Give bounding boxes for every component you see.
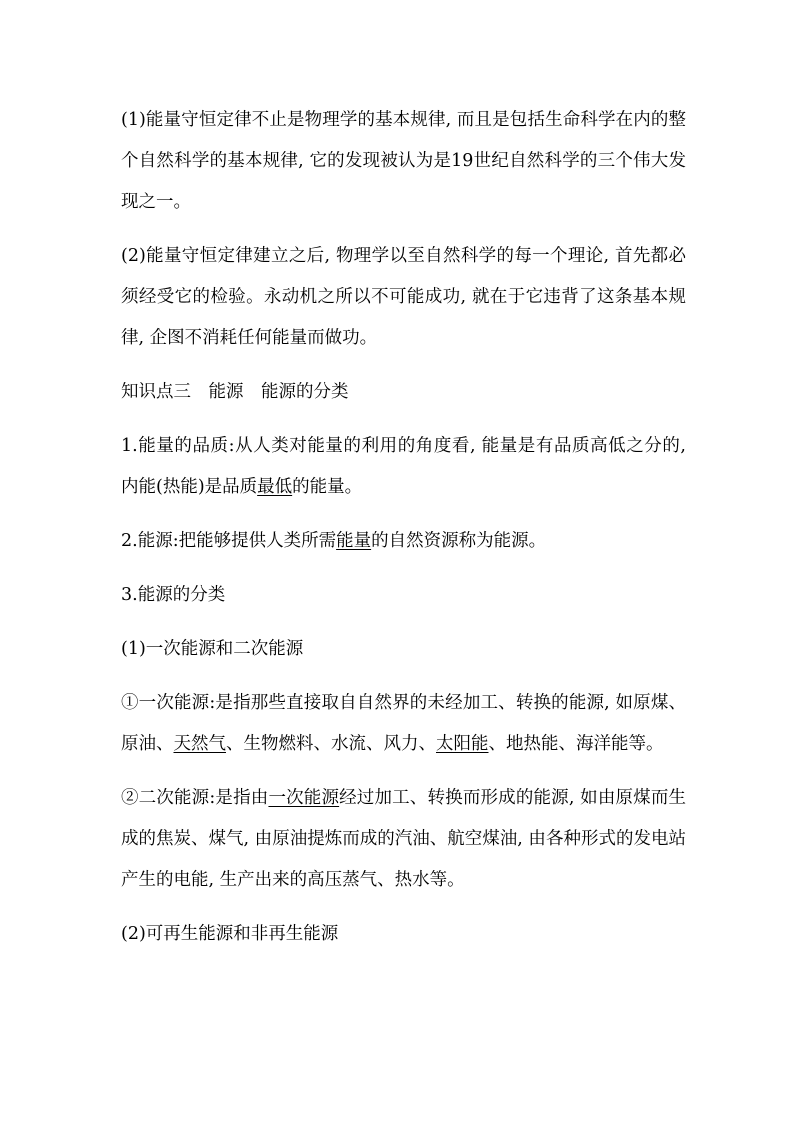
text-segment: ②二次能源:是指由	[121, 788, 269, 808]
underlined-answer: 最低	[257, 477, 293, 497]
underlined-answer: 能量	[336, 531, 372, 551]
paragraph-renewable-heading	[121, 914, 686, 955]
document-page	[121, 100, 686, 968]
text-segment: 的自然资源称为能源。	[371, 531, 547, 551]
paragraph-energy-quality	[121, 426, 686, 508]
section-heading	[121, 372, 686, 413]
paragraph-primary-energy	[121, 683, 686, 765]
text-segment: 知识点三 能源 能源的分类	[121, 382, 349, 402]
text-segment: (2)能量守恒定律建立之后, 物理学以至自然科学的每一个理论, 首先都必须经受它的检验。永动机之所以不可能成功, 就在于它违背了这条基本规律, 企图不消耗任何能量而做功。	[121, 246, 686, 348]
text-segment: 3.能源的分类	[121, 585, 226, 605]
text-segment: 2.能源:把能够提供人类所需	[121, 531, 337, 551]
text-segment: 经过加工、转换而形成的能源, 如由原煤而生成的焦炭、煤气, 由原油提炼而成的汽油、航空煤油, 由各种形式的发电站产生的电能, 生产出来的高压蒸气、热水等。	[121, 788, 686, 890]
text-segment: (1)一次能源和二次能源	[121, 639, 304, 659]
text-segment: 、生物燃料、水流、风力、	[226, 734, 436, 754]
paragraph-p2	[121, 236, 686, 359]
paragraph-secondary-energy	[121, 778, 686, 901]
underlined-answer: 天然气	[173, 734, 226, 754]
text-segment: 的能量。	[292, 477, 363, 497]
text-segment: (1)能量守恒定律不止是物理学的基本规律, 而且是包括生命科学在内的整个自然科学的基本规律, 它的发现被认为是19世纪自然科学的三个伟大发现之一。	[121, 110, 686, 212]
text-segment: ①一次能源:是指那些直接取自自然界的未经加工、转换的能源, 如原煤、原油、	[121, 693, 686, 754]
text-segment: (2)可再生能源和非再生能源	[121, 924, 339, 944]
paragraph-classification-heading	[121, 575, 686, 616]
underlined-answer: 一次能源	[268, 788, 340, 808]
paragraph-p1	[121, 100, 686, 223]
paragraph-energy-source	[121, 521, 686, 562]
text-segment: 1.能量的品质:从人类对能量的利用的角度看, 能量是有品质高低之分的, 内能(热能)是品质	[121, 436, 686, 497]
text-segment: 、地热能、海洋能等。	[488, 734, 664, 754]
paragraph-primary-secondary-heading	[121, 629, 686, 670]
underlined-answer: 太阳能	[436, 734, 489, 754]
